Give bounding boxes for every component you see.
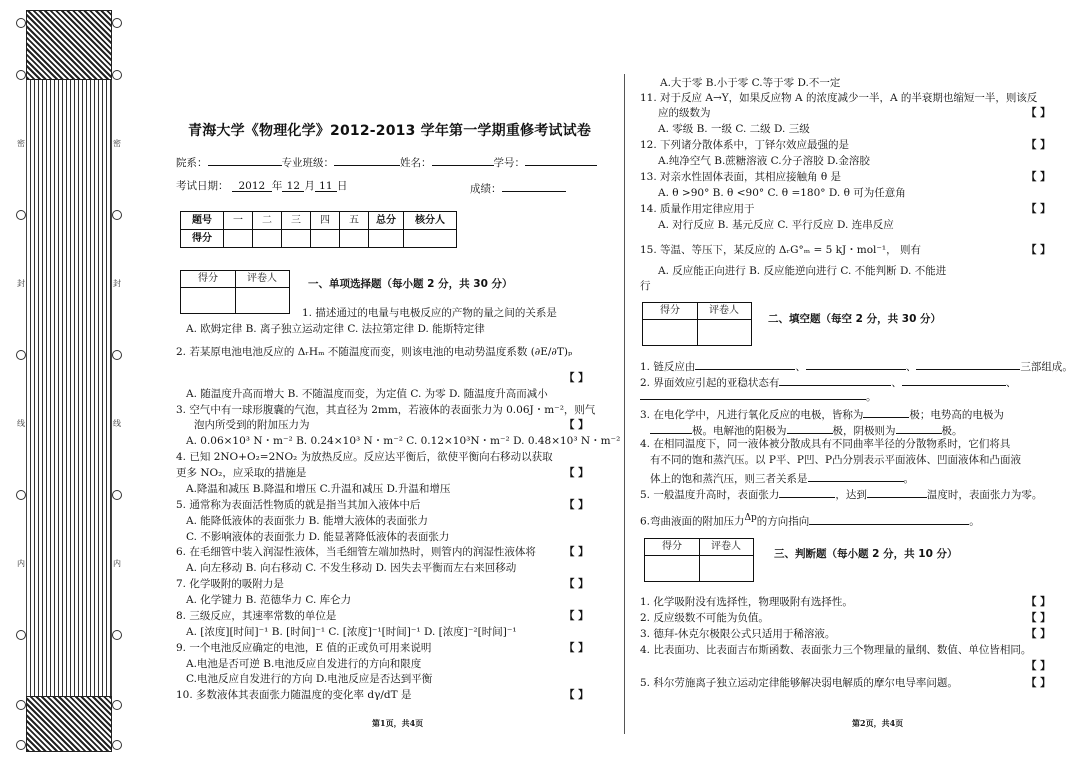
rater-grader-label: 评卷人 [235,271,289,288]
question-11-options: A. 零级 B. 一级 C. 二级 D. 三级 [658,123,810,135]
binding-mark: 密 [17,139,25,148]
blank[interactable] [779,373,891,386]
answer-bracket[interactable]: 【 】 [564,499,589,511]
fill-4-text: 体上的饱和蒸汽压，则三者关系是 [650,473,808,485]
exam-day: 11 [315,179,337,192]
answer-bracket[interactable]: 【 】 [1026,244,1051,256]
score-table-input[interactable] [369,230,404,248]
blank[interactable] [867,485,927,498]
question-9-options-cd: C.电池反应自发进行的方向 D.电池反应是否达到平衡 [186,673,433,685]
answer-bracket[interactable]: 【 】 [1026,596,1051,608]
score-table-cell: 总分 [369,212,404,230]
binding-hole [112,740,122,750]
rater-grader-label: 评卷人 [699,539,753,556]
blank[interactable] [863,405,909,418]
binding-hatch-bottom [26,696,112,752]
question-4: 4. 已知 2NO+O₂=2NO₂ 为放热反应。反应达平衡后，欲使平衡向右移动以获取 [176,451,553,463]
fill-2: 2. 界面效应引起的亚稳状态有 、 、 [640,373,1016,391]
answer-bracket[interactable]: 【 】 [1026,660,1051,672]
grade-field[interactable] [502,179,566,192]
question-3: 3. 空气中有一球形腹囊的气泡，其直径为 2mm，若液体的表面张力为 0.06J・m⁻²，则气 [176,404,596,416]
binding-hole [16,210,26,220]
binding-mark: 封 [113,279,121,288]
binding-margin [16,10,122,752]
binding-mark: 内 [113,559,121,568]
section-3-heading: 三、判断题（每小题 2 分，共 10 分） [774,548,958,560]
fill-3-text3: 极。电解池的阳极为 [692,425,787,437]
binding-hole [112,18,122,28]
grade-label: 成绩： [470,183,502,195]
rater-score-label: 得分 [181,271,235,288]
binding-mark: 封 [17,279,25,288]
page-divider [624,74,625,734]
question-8-options: A. [浓度][时间]⁻¹ B. [时间]⁻¹ C. [浓度]⁻¹[时间]⁻¹ D. [浓度]⁻²[时间]⁻¹ [186,626,517,638]
blank[interactable] [695,357,795,370]
question-12: 12. 下列诸分散体系中，丁铎尔效应最强的是 [640,139,850,151]
blank[interactable] [916,357,1020,370]
grade-row [470,179,566,197]
answer-bracket[interactable]: 【 】 [564,372,589,384]
student-info-row [176,153,597,171]
name-field[interactable] [432,153,494,166]
question-1-options: A. 欧姆定律 B. 离子独立运动定律 C. 法拉第定律 D. 能斯特定律 [186,323,485,335]
fill-2-text: 2. 界面效应引起的亚稳状态有 [640,377,780,389]
score-table-cell: 三 [282,212,311,230]
question-9: 9. 一个电池反应确定的电池，E 值的正或负可用来说明 [176,642,432,654]
answer-bracket[interactable]: 【 】 [564,610,589,622]
question-7-options: A. 化学键力 B. 范德华力 C. 库仑力 [186,594,352,606]
department-field[interactable] [208,153,282,166]
fill-5-text2: ，达到 [835,489,867,501]
binding-hole [112,70,122,80]
question-5-options-ab: A. 能降低液体的表面张力 B. 能增大液体的表面张力 [186,515,428,527]
major-class-field[interactable] [334,153,400,166]
fill-4-cont: 有不同的饱和蒸汽压。以 P平、P凹、P凸分别表示平面液体、凹面液体和凸面液 [650,454,1022,466]
student-id-label: 学号： [493,157,525,169]
score-table-cell: 四 [311,212,340,230]
question-14-options: A. 对行反应 B. 基元反应 C. 平行反应 D. 连串反应 [658,219,894,231]
score-table-input[interactable] [340,230,369,248]
department-label: 院系： [176,157,208,169]
binding-strip [26,10,112,752]
score-table-score-row [181,230,457,248]
binding-hole [112,700,122,710]
fill-5-text3: 温度时，表面张力为零。 [926,489,1043,501]
question-12-options: A.纯净空气 B.蔗糖溶液 C.分子溶胶 D.金溶胶 [658,155,870,167]
judge-4: 4. 比表面功、比表面吉布斯函数、表面张力三个物理量的量纲、数值、单位皆相同。 [640,644,1032,656]
score-table-input[interactable] [253,230,282,248]
score-table-header-row [181,212,457,230]
section-2-heading: 二、填空题（每空 2 分，共 30 分） [768,313,942,325]
binding-mark: 线 [113,419,121,428]
blank[interactable] [896,421,942,434]
page-footer-1: 第1页，共4页 [372,718,424,728]
score-table-input[interactable] [224,230,253,248]
fill-4-cont2: 体上的饱和蒸汽压，则三者关系是 。 [650,469,914,487]
rater-box-section3 [644,538,754,582]
question-3-options: A. 0.06×10³ N・m⁻² B. 0.24×10³ N・m⁻² C. 0.12×10³N・m⁻² D. 0.48×10³ N・m⁻² [186,435,621,447]
exam-month: 12 [282,179,304,192]
fill-4: 4. 在相同温度下，同一液体被分散成具有不同曲率半径的分散物系时，它们将具 [640,438,1011,450]
day-label: 日 [336,180,348,192]
question-6-options: A. 向左移动 B. 向右移动 C. 不发生移动 D. 因失去平衡而左右来回移动 [186,562,517,574]
section-1-heading: 一、单项选择题（每小题 2 分，共 30 分） [308,278,513,290]
blank[interactable] [806,357,906,370]
answer-bracket[interactable]: 【 】 [1026,203,1051,215]
fill-1-text: 1. 链反应由 [640,361,696,373]
question-13: 13. 对亲水性固体表面，其相应接触角 θ 是 [640,171,842,183]
binding-hole [112,490,122,500]
answer-bracket[interactable]: 【 】 [1026,628,1051,640]
fill-5-text: 5. 一般温度升高时，表面张力 [640,489,780,501]
answer-bracket[interactable]: 【 】 [1026,612,1051,624]
blank[interactable] [809,512,969,525]
exam-date-label: 考试日期： [176,180,229,192]
score-table-input[interactable] [311,230,340,248]
question-1: 1. 描述通过的电量与电极反应的产物的量之间的关系是 [302,307,557,319]
page-footer-2: 第2页，共4页 [852,718,904,728]
score-table-cell: 二 [253,212,282,230]
score-table-input[interactable] [404,230,457,248]
binding-hole [16,630,26,640]
question-11-cont: 应的级数为 [658,107,711,119]
question-4-options: A.降温和减压 B.降温和增压 C.升温和减压 D.升温和增压 [186,483,451,495]
binding-hatch-top [26,10,112,80]
fill-6: 6.弯曲液面的附加压力Δp的方向指向 。 [640,513,980,528]
judge-1: 1. 化学吸附没有选择性，物理吸附有选择性。 [640,596,853,608]
score-table-cell: 题号 [181,212,224,230]
fill-1-suffix: 三部组成。 [1020,361,1073,373]
answer-bracket[interactable]: 【 】 [564,642,589,654]
binding-hole [16,700,26,710]
binding-hole [112,350,122,360]
rater-box-section1 [180,270,290,314]
score-table-cell: 一 [224,212,253,230]
question-2: 2. 若某原电池电池反应的 ΔᵣHₘ 不随温度而变，则该电池的电动势温度系数 (∂E/∂T)ₚ [176,346,573,358]
binding-mark: 内 [17,559,25,568]
binding-hole [112,630,122,640]
question-5-options-cd: C. 不影响液体的表面张力 D. 能显著降低液体的表面张力 [186,531,450,543]
answer-bracket[interactable]: 【 】 [564,689,589,701]
exam-title: 青海大学《物理化学》2012-2013 学年第一学期重修考试试卷 [188,123,592,139]
rater-divider [697,303,698,345]
binding-hole [16,350,26,360]
rater-box-section2 [642,302,752,346]
score-table-cell: 五 [340,212,369,230]
exam-date-row [176,179,347,194]
question-3-cont: 泡内所受到的附加压力为 [194,419,310,431]
question-6: 6. 在毛细管中装入润湿性液体，当毛细管左端加热时，则管内的润湿性液体将 [176,546,536,558]
question-10-options: A.大于零 B.小于零 C.等于零 D.不一定 [660,77,841,89]
binding-hole [16,740,26,750]
exam-page-2 [636,0,1074,760]
rater-grader-label: 评卷人 [697,303,751,320]
year-label: 年 [271,180,283,192]
answer-bracket[interactable]: 【 】 [1026,139,1051,151]
binding-hole [16,70,26,80]
blank[interactable] [787,421,833,434]
question-8: 8. 三级反应，其速率常数的单位是 [176,610,337,622]
binding-hole [16,490,26,500]
answer-bracket[interactable]: 【 】 [1026,171,1051,183]
fill-3-text: 3. 在电化学中，凡进行氧化反应的电极，皆称为 [640,409,864,421]
judge-2: 2. 反应级数不可能为负值。 [640,612,769,624]
question-7: 7. 化学吸附的吸附力是 [176,578,284,590]
blank[interactable] [650,421,692,434]
fill-3-text4: 极，阴极则为 [832,425,896,437]
binding-hole [112,210,122,220]
answer-bracket[interactable]: 【 】 [1026,107,1051,119]
binding-mark: 线 [17,419,25,428]
fill-6-text: 6.弯曲液面的附加压力 [640,515,745,528]
blank[interactable] [779,485,835,498]
rater-divider [699,539,700,581]
delta-p-symbol: Δp [744,513,757,523]
exam-year: 2012 [232,179,272,192]
major-class-label: 专业班级： [281,157,334,169]
rater-score-label: 得分 [645,539,699,556]
answer-bracket[interactable]: 【 】 [1026,677,1051,689]
answer-bracket[interactable]: 【 】 [564,419,589,431]
score-table-cell: 核分人 [404,212,457,230]
fill-3-text2: 极；电势高的电极为 [909,409,1004,421]
fill-3-text5: 极。 [941,425,963,437]
blank[interactable] [808,469,904,482]
month-label: 月 [304,180,315,192]
answer-bracket[interactable]: 【 】 [564,546,589,558]
question-4-cont: 更多 NO₂，应采取的措施是 [176,467,307,479]
binding-mark: 密 [113,139,121,148]
binding-hole [16,18,26,28]
question-5: 5. 通常称为表面活性物质的就是指当其加入液体中后 [176,499,421,511]
question-2-options: A. 随温度升高而增大 B. 不随温度而变，为定值 C. 为零 D. 随温度升高而减小 [186,388,548,400]
score-table-input[interactable] [282,230,311,248]
question-11: 11. 对于反应 A→Y，如果反应物 A 的浓度减少一半，A 的半衰期也缩短一半，则该反 [640,92,1038,104]
fill-2-cont: 。 [640,387,877,405]
fill-5 [640,485,1042,503]
answer-bracket[interactable]: 【 】 [564,467,589,479]
question-10: 10. 多数液体其表面张力随温度的变化率 dγ/dT 是 [176,689,412,701]
exam-page-1 [172,0,620,760]
rater-divider [235,271,236,313]
question-9-options-ab: A.电池是否可逆 B.电池反应自发进行的方向和限度 [186,658,422,670]
judge-3: 3. 德拜-休克尔极限公式只适用于稀溶液。 [640,628,836,640]
question-15: 15. 等温、等压下，某反应的 ΔᵣG°ₘ = 5 kJ・mol⁻¹， 则有 [640,244,921,256]
question-13-options: A. θ >90° B. θ <90° C. θ =180° D. θ 可为任意角 [658,187,906,199]
question-15-options-cont: 行 [640,280,651,292]
question-14: 14. 质量作用定律应用于 [640,203,755,215]
rater-score-label: 得分 [643,303,697,320]
score-table-cell: 得分 [181,230,224,248]
blank[interactable] [640,387,866,400]
name-label: 姓名： [400,157,432,169]
answer-bracket[interactable]: 【 】 [564,578,589,590]
blank[interactable] [902,373,1006,386]
question-15-options: A. 反应能正向进行 B. 反应能逆向进行 C. 不能判断 D. 不能进 [658,265,947,277]
student-id-field[interactable] [525,153,597,166]
fill-1: 1. 链反应由 、 、 三部组成。 [640,357,1073,375]
fill-6-text2: 的方向指向 [756,515,810,528]
score-table [180,211,457,248]
judge-5: 5. 科尔劳施离子独立运动定律能够解决弱电解质的摩尔电导率问题。 [640,677,958,689]
